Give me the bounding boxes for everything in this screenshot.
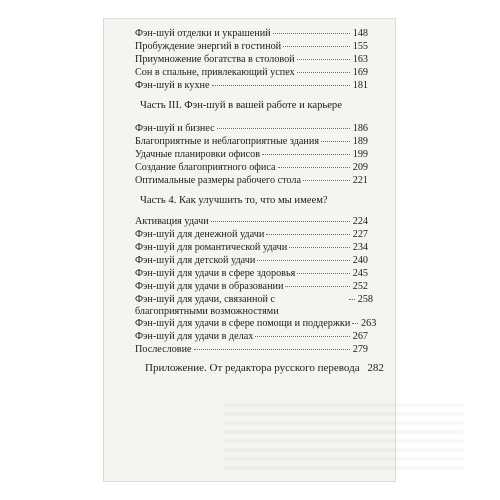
dot-leader [262,154,350,155]
toc-entry-page: 186 [352,123,368,134]
toc-entry [135,229,368,241]
toc-entry-page: 189 [352,136,368,147]
dot-leader [255,336,350,337]
toc-entry-title: Фэн-шуй для денежной удачи [135,229,265,240]
toc-entry-page: 199 [352,149,368,160]
dot-leader [349,299,355,300]
dot-leader [352,323,358,324]
appendix-title: Приложение. От редактора русского перевода [145,362,360,374]
part-3-heading: Часть III. Фэн-шуй в вашей работе и карьере [140,100,342,111]
dot-leader [194,349,350,350]
toc-entry [135,242,368,254]
toc-entry-title: Фэн-шуй для удачи в сфере помощи и поддержки [135,318,351,329]
toc-entry-title: Фэн-шуй для романтической удачи [135,242,288,253]
toc-entry-title: Фэн-шуй для удачи в образовании [135,281,284,292]
toc-entry [135,331,368,343]
dot-leader [212,85,350,86]
dot-leader [278,167,350,168]
dot-leader [297,72,350,73]
toc-entry-title: Благоприятные и неблагоприятные здания [135,136,320,147]
toc-entry-page: 227 [352,229,368,240]
toc-entry [135,136,368,148]
toc-entry-page: 163 [352,54,368,65]
dot-leader [297,273,350,274]
dot-leader [289,247,350,248]
toc-entry-page: 181 [352,80,368,91]
toc-entry [135,281,368,293]
toc-entry [135,216,368,228]
toc-entry-page: 263 [361,318,377,329]
toc-entry [135,80,368,92]
toc-entry [135,268,368,280]
toc-entry [135,149,368,161]
toc-entry-title: Оптимальные размеры рабочего стола [135,175,301,186]
toc-entry [135,255,368,267]
toc-entry-title: Фэн-шуй в кухне [135,80,210,91]
dot-leader [303,180,350,181]
toc-entry [135,318,377,330]
toc-entry-title: Фэн-шуй для удачи в сфере здоровья [135,268,296,279]
toc-entry-page: 169 [352,67,368,78]
dot-leader [321,141,350,142]
toc-entry-page: 252 [352,281,368,292]
dot-leader [285,286,350,287]
dot-leader [211,221,350,222]
toc-entry-page: 224 [352,216,368,227]
toc-entry [135,123,368,135]
toc-entry-page: 221 [352,175,368,186]
toc-entry-title: Фэн-шуй и бизнес [135,123,215,134]
dot-leader [266,234,350,235]
toc-entry-title: Фэн-шуй для детской удачи [135,255,256,266]
toc-entry [135,294,373,317]
toc-entry [135,67,368,79]
toc-entry-title: Фэн-шуй для удачи в делах [135,331,254,342]
toc-entry-page: 155 [352,41,368,52]
toc-entry-title: Сон в спальне, привлекающий успех [135,67,295,78]
toc-entry-page: 258 [357,294,373,305]
toc-entry-page: 279 [352,344,368,355]
appendix-page: 282 [367,362,384,374]
dot-leader [217,128,350,129]
toc-entry-title: Пробуждение энергий в гостиной [135,41,282,52]
toc-entry-title: Фэн-шуй для удачи, связанной с благоприятными возможностями [135,294,279,317]
toc-entry [135,41,368,53]
toc-entry [135,162,368,174]
appendix-entry [145,362,385,375]
toc-entry [135,344,368,356]
dot-leader [273,33,350,34]
toc-entry-page: 148 [352,28,368,39]
toc-entry-title: Удачные планировки офисов [135,149,261,160]
toc-entry-page: 267 [352,331,368,342]
toc-entry [135,54,368,66]
toc-entry-title: Активация удачи [135,216,209,227]
toc-entry-title: Создание благоприятного офиса [135,162,276,173]
dot-leader [257,260,350,261]
toc-entry-page: 245 [352,268,368,279]
part-4-heading: Часть 4. Как улучшить то, что мы имеем? [140,195,328,206]
toc-entry-title: Приумножение богатства в столовой [135,54,295,65]
toc-entry [135,28,368,40]
dot-leader [297,59,350,60]
toc-entry [135,175,368,187]
toc-entry-page: 209 [352,162,368,173]
toc-entry-title: Послесловие [135,344,192,355]
toc-entry-page: 240 [352,255,368,266]
dot-leader [283,46,350,47]
toc-entry-page: 234 [352,242,368,253]
toc-entry-title: Фэн-шуй отделки и украшений [135,28,271,39]
